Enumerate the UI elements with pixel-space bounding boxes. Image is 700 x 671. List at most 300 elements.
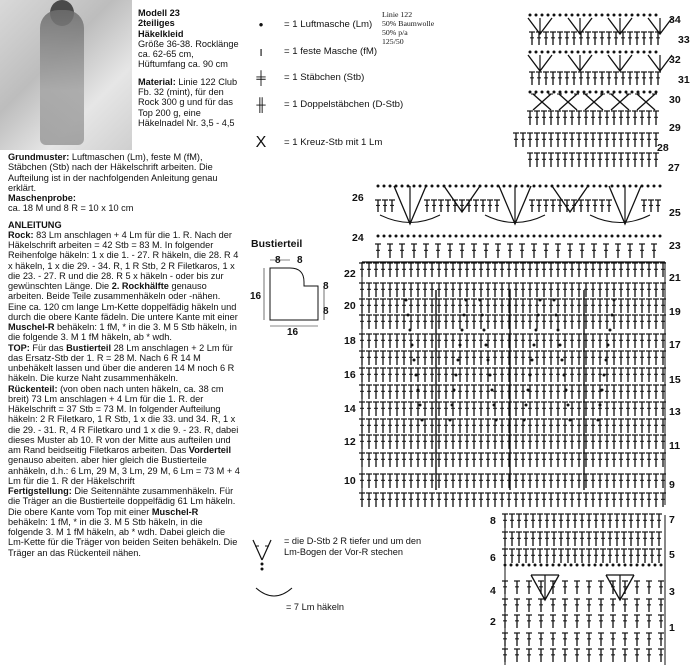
stitch-chain xyxy=(521,185,524,188)
vorder-label: Vorderteil xyxy=(188,445,232,455)
stitch-chain xyxy=(479,235,482,238)
muschel-label: Muschel-R xyxy=(8,322,55,332)
stitch-chain xyxy=(599,235,602,238)
row-number: 32 xyxy=(669,54,681,66)
stitch-chain xyxy=(553,299,556,302)
stitch-chain xyxy=(629,185,632,188)
model-number: Modell 23 xyxy=(138,8,180,18)
stitch-chain xyxy=(413,359,416,362)
stitch-chain xyxy=(516,564,519,567)
row-number: 19 xyxy=(669,306,681,318)
stitch-chain xyxy=(535,14,538,17)
row-number: 33 xyxy=(678,34,690,46)
treble-crochet-icon: ╫ xyxy=(256,97,266,112)
stitch-chain xyxy=(569,419,572,422)
stitch-chain xyxy=(583,14,586,17)
stitch-chain xyxy=(493,404,496,407)
stitch-chain xyxy=(421,419,424,422)
yarn-line2: 50% Baumwolle xyxy=(382,19,435,28)
stitch-chain xyxy=(540,564,543,567)
stitch-chain xyxy=(523,419,526,422)
yarn-line3: 50% p/a xyxy=(382,28,408,37)
legend-text: = 1 Doppelstäbchen (D-Stb) xyxy=(284,99,404,110)
stitch-chain xyxy=(495,419,498,422)
stitch-chain xyxy=(583,91,586,94)
grundmuster-label: Grundmuster: xyxy=(8,152,70,162)
stitch-chain xyxy=(389,235,392,238)
stitch-chain xyxy=(546,564,549,567)
stitch-chain xyxy=(660,564,663,567)
row-number: 23 xyxy=(669,240,681,252)
row-number: 14 xyxy=(344,403,356,415)
stitch-chain xyxy=(601,51,604,54)
stitch-chain xyxy=(601,389,604,392)
stitch-chain xyxy=(531,359,534,362)
stitch-chain xyxy=(459,344,462,347)
stitch-chain xyxy=(613,14,616,17)
stitch-chain xyxy=(515,235,518,238)
stitch-chain xyxy=(603,374,606,377)
stitch-chain xyxy=(649,91,652,94)
stitch-chain xyxy=(587,235,590,238)
stitch-chain xyxy=(630,564,633,567)
stitch-chain xyxy=(437,185,440,188)
stitch-chain xyxy=(606,564,609,567)
dim-left: 16 xyxy=(250,291,262,302)
stitch-chain xyxy=(637,51,640,54)
stitch-chain xyxy=(533,235,536,238)
stitch-chain xyxy=(589,91,592,94)
stitch-chain xyxy=(534,564,537,567)
stitch-chain xyxy=(625,91,628,94)
row-number: 4 xyxy=(490,585,496,597)
stitch-chain xyxy=(653,235,656,238)
stitch-chain xyxy=(643,91,646,94)
stitch-chain xyxy=(539,185,542,188)
stitch-chain xyxy=(509,185,512,188)
stitch-chain xyxy=(559,344,562,347)
stitch-chain xyxy=(625,51,628,54)
stitch-chain xyxy=(417,389,420,392)
maschenprobe-text: ca. 18 M und 8 R = 10 x 10 cm xyxy=(8,203,134,214)
stitch-chain xyxy=(467,185,470,188)
row-number: 16 xyxy=(344,369,356,381)
stitch-chain xyxy=(581,185,584,188)
stitch-chain xyxy=(431,185,434,188)
stitch-chain xyxy=(569,235,572,238)
row-number: 17 xyxy=(669,339,681,351)
stitch-chain xyxy=(407,314,410,317)
row-number: 31 xyxy=(678,74,690,86)
stitch-chain xyxy=(473,185,476,188)
row-number: 8 xyxy=(490,515,496,527)
stitch-chain xyxy=(563,374,566,377)
stitch-chain xyxy=(461,185,464,188)
stitch-chain xyxy=(485,235,488,238)
stitch-chain xyxy=(419,235,422,238)
stitch-chain xyxy=(588,564,591,567)
stitch-chain xyxy=(461,329,464,332)
stitch-chain xyxy=(383,185,386,188)
stitch-chain xyxy=(535,91,538,94)
stitch-chain xyxy=(463,314,466,317)
stitch-chain xyxy=(565,389,568,392)
stitch-chain xyxy=(619,91,622,94)
stitch-chain xyxy=(537,314,540,317)
stitch-chain xyxy=(401,185,404,188)
stitch-chain xyxy=(636,564,639,567)
stitch-chain xyxy=(547,51,550,54)
rock-text3: behäkeln: 1 fM, * in die 3. M 5 Stb häkeln, in die folgende 3. M 1 fM häkeln, ab * wdh. xyxy=(8,322,237,343)
stitch-chain xyxy=(545,185,548,188)
stitch-chain xyxy=(613,51,616,54)
rock-text: 83 Lm anschlagen + 4 Lm für die 1. R. Nach der Häkelschrift arbeiten = 42 Stb = 83 M. In folgender Reihenfolge häkeln: 1 x die 1. - 27. R häkeln, die 28. R 4 x häkeln, 1 x die 29. - 34. R, 1 R Stb, 2 R Filetkaros, 1 x die 23. - 27. R und die 28. R 5 x häkeln - oder bis zur gewünschten Länge. Die xyxy=(8,229,239,291)
stitch-chain xyxy=(555,314,558,317)
stitch-chain xyxy=(593,235,596,238)
stitch-chain xyxy=(529,91,532,94)
stitch-chain xyxy=(419,404,422,407)
row-number: 1 xyxy=(669,622,675,634)
row-number: 9 xyxy=(669,479,675,491)
stitch-chain xyxy=(617,235,620,238)
stitch-chain xyxy=(570,564,573,567)
stitch-chain xyxy=(589,51,592,54)
stitch-fan xyxy=(552,186,588,212)
dim-right2: 8 xyxy=(323,306,329,317)
stitch-chain xyxy=(425,235,428,238)
stitch-chain xyxy=(405,299,408,302)
stitch-chain xyxy=(601,91,604,94)
stitch-chain xyxy=(557,235,560,238)
dim-top: 8 xyxy=(275,255,281,266)
stitch-chain xyxy=(649,51,652,54)
stitch-chain xyxy=(559,51,562,54)
stitch-chain xyxy=(571,51,574,54)
row-number: 11 xyxy=(669,440,681,452)
stitch-chain xyxy=(525,404,528,407)
stitch-chain xyxy=(576,564,579,567)
row-number: 30 xyxy=(669,94,681,106)
stitch-chain xyxy=(655,51,658,54)
stitch-chain xyxy=(395,235,398,238)
row-number: 24 xyxy=(352,232,364,244)
stitch-chain xyxy=(451,404,454,407)
single-crochet-icon: ı xyxy=(259,44,263,59)
stitch-chain xyxy=(552,564,555,567)
row-number: 12 xyxy=(344,436,356,448)
stitch-chain xyxy=(593,185,596,188)
row-number: 28 xyxy=(657,142,669,154)
stitch-chain xyxy=(613,91,616,94)
stitch-chain xyxy=(601,14,604,17)
legend-text: = 1 Luftmasche (Lm) xyxy=(284,19,373,30)
stitch-chain xyxy=(547,14,550,17)
stitch-chain xyxy=(611,235,614,238)
stitch-chain xyxy=(605,185,608,188)
stitch-chain xyxy=(535,51,538,54)
stitch-chain xyxy=(551,235,554,238)
row-number: 13 xyxy=(669,406,681,418)
stitch-chain xyxy=(643,51,646,54)
stitch-chain xyxy=(547,91,550,94)
rock-text2: genauso arbeiten. Beide Teile zusammenhäkeln oder -nähen. Eine ca. 120 cm lange Lm-Kette doppelfädig häkeln und durch die obere Kante fädeln. Die untere Kante mit einer xyxy=(8,281,238,322)
ruecken-text: (von oben nach unten häkeln, ca. 38 cm breit) 73 Lm anschlagen + 4 Lm für die 1. R. der Häkelschrift = 37 Stb = 73 M. In folgender Aufteilung häkeln: 2 R Filetkaro, 1 R Stb, 1 x die 33. und 34. R, 1 x die 29. - 31. R, 4 R Filetkaro und 1 x die 9. - 23. R, dabei dieses Muster ab 10. R von der Mitte aus aufteilen und am Rand beidseitig Filetkaros arbeiten. Das xyxy=(8,383,239,455)
dim-right: 8 xyxy=(323,281,329,292)
row-number: 2 xyxy=(490,616,496,628)
stitch-chain xyxy=(565,14,568,17)
stitch-chain xyxy=(655,14,658,17)
stitch-chain xyxy=(455,185,458,188)
stitch-chain xyxy=(624,564,627,567)
stitch-chain xyxy=(605,235,608,238)
stitch-chain xyxy=(401,235,404,238)
stitch-chain xyxy=(595,51,598,54)
row-number: 27 xyxy=(668,162,680,174)
stitch-chain xyxy=(509,235,512,238)
stitch-chain xyxy=(467,235,470,238)
row-number: 34 xyxy=(669,14,681,26)
fertig-label: Fertigstellung: xyxy=(8,486,72,496)
bustier-title: Bustierteil xyxy=(251,238,303,250)
stitch-chain xyxy=(637,91,640,94)
stitch-chain xyxy=(521,235,524,238)
stitch-chain xyxy=(631,14,634,17)
stitch-chain xyxy=(569,185,572,188)
cross-stitch-icon: X xyxy=(255,134,267,151)
dim-bottom: 16 xyxy=(287,327,299,338)
stitch-chain xyxy=(611,314,614,317)
stitch-chain xyxy=(407,235,410,238)
stitch-chain xyxy=(383,235,386,238)
stitch-chain xyxy=(539,235,542,238)
stitch-chain xyxy=(553,14,556,17)
lm-note: = 7 Lm häkeln xyxy=(286,602,344,612)
top-text: Für das xyxy=(32,342,64,353)
anleitung-heading: ANLEITUNG xyxy=(8,219,62,230)
stitch-chain xyxy=(489,374,492,377)
stitch-chain xyxy=(449,419,452,422)
stitch-chain xyxy=(561,359,564,362)
double-crochet-icon: ╪ xyxy=(256,70,266,85)
top-label: TOP: xyxy=(8,342,30,353)
stitch-chain xyxy=(649,14,652,17)
yarn-line1: Linie 122 xyxy=(382,10,413,19)
stitch-chain xyxy=(529,51,532,54)
stitch-chain xyxy=(541,51,544,54)
rock-label: Rock: xyxy=(8,229,34,240)
stitch-chain xyxy=(648,564,651,567)
stitch-chain xyxy=(437,235,440,238)
stitch-chain xyxy=(659,235,662,238)
stitch-chain xyxy=(411,344,414,347)
stitch-chain xyxy=(449,235,452,238)
stitch-chain xyxy=(637,14,640,17)
stitch-chain xyxy=(485,185,488,188)
stitch-chain xyxy=(631,51,634,54)
stitch-chain xyxy=(545,235,548,238)
ruecken-label: Rückenteil: xyxy=(8,383,58,394)
row-number: 20 xyxy=(344,300,356,312)
stitch-chain xyxy=(600,564,603,567)
stitch-chain xyxy=(465,299,468,302)
stitch-chain xyxy=(510,564,513,567)
sizes-text: Größe 36-38. Rocklänge ca. 62-65 cm, Hüftumfang ca. 90 cm xyxy=(138,38,239,70)
stitch-chain xyxy=(553,51,556,54)
material-text: Linie 122 Club Fb. 32 (mint), für den Rock 300 g und für das Top 200 g, eine Häkelnadel Nr. 3,5 - 4,5 xyxy=(138,76,238,128)
stitch-chain xyxy=(487,359,490,362)
stitch-chain xyxy=(413,185,416,188)
stitch-chain xyxy=(613,299,616,302)
stitch-chain xyxy=(571,91,574,94)
stitch-chain xyxy=(659,185,662,188)
stitch-chain xyxy=(419,185,422,188)
row-number: 3 xyxy=(669,586,675,598)
stitch-chain xyxy=(553,91,556,94)
stitch-chain xyxy=(479,299,482,302)
stitch-chain xyxy=(575,235,578,238)
row-number: 5 xyxy=(669,549,675,561)
stitch-chain xyxy=(581,235,584,238)
stitch-chain xyxy=(575,185,578,188)
dim-top-left: 8 xyxy=(297,255,303,266)
stitch-chain xyxy=(491,235,494,238)
stitch-chain xyxy=(503,235,506,238)
stitch-chain xyxy=(413,235,416,238)
stitch-chain xyxy=(641,235,644,238)
stitch-chain xyxy=(453,389,456,392)
stitch-chain xyxy=(654,564,657,567)
stitch-chain xyxy=(563,185,566,188)
row-number: 6 xyxy=(490,552,496,564)
row-number: 26 xyxy=(352,192,364,204)
stitch-chain xyxy=(527,185,530,188)
stitch-chain xyxy=(595,91,598,94)
stitch-chain xyxy=(605,359,608,362)
stitch-chain xyxy=(541,14,544,17)
stitch-chain xyxy=(589,14,592,17)
stitch-chain xyxy=(539,299,542,302)
stitch-chain xyxy=(377,185,380,188)
stitch-chain xyxy=(449,185,452,188)
stitch-chain xyxy=(607,344,610,347)
legend-text: = 1 Stäbchen (Stb) xyxy=(284,72,365,83)
stitch-chain xyxy=(635,185,638,188)
stitch-chain xyxy=(527,235,530,238)
stitch-chain xyxy=(503,185,506,188)
fertig-text: Die Seitennähte zusammenhäkeln. Für die Träger an die Bustierteile doppelfädig 61 Lm häkeln. Die obere Kante vom Top mit einer xyxy=(8,486,236,517)
stitch-chain xyxy=(635,235,638,238)
stitch-chain xyxy=(563,235,566,238)
stitch-chain xyxy=(528,564,531,567)
stitch-chain xyxy=(643,14,646,17)
stitch-chain xyxy=(455,235,458,238)
stitch-chain xyxy=(409,329,412,332)
stitch-chain xyxy=(623,235,626,238)
stitch-chain xyxy=(577,51,580,54)
stitch-chain xyxy=(619,14,622,17)
stitch-chain xyxy=(558,564,561,567)
stitch-chain xyxy=(527,389,530,392)
stitch-chain xyxy=(564,564,567,567)
row-number: 22 xyxy=(344,268,356,280)
row-number: 10 xyxy=(344,475,356,487)
stitch-chain xyxy=(617,185,620,188)
stitch-chain xyxy=(655,91,658,94)
material-label: Material: xyxy=(138,76,176,87)
fertig-text2: behäkeln: 1 fM, * in die 3. M 5 Stb häkeln, in die folgende 3. M 1 fM häkeln, ab * wdh. Dabei gleich die Lm-Kette für die Träger von beiden Seiten behäkeln. Die Träger an das Rückenteil nähen. xyxy=(8,516,238,558)
stitch-chain xyxy=(612,564,615,567)
stitch-chain xyxy=(609,329,612,332)
stitch-chain xyxy=(595,14,598,17)
stitch-chain xyxy=(457,359,460,362)
row-number: 25 xyxy=(669,207,681,219)
stitch-chain xyxy=(642,564,645,567)
stitch-chain xyxy=(625,14,628,17)
stitch-chain xyxy=(599,185,602,188)
vorder-text: genauso abeiten. aber hier gleich die Bustierteile anhäkeln, d.h.: 6 Lm, 29 M, 3 Lm, 29 M, 6 Lm = 73 M + 4 Lm für die 1. R der Häkelschrift xyxy=(8,455,240,486)
stitch-chain xyxy=(529,374,532,377)
stitch-chain xyxy=(522,564,525,567)
stitch-chain xyxy=(455,374,458,377)
stitch-chain xyxy=(389,185,392,188)
row-number: 18 xyxy=(344,335,356,347)
rock-label2: 2. Rockhälfte xyxy=(111,281,169,291)
stitch-chain xyxy=(607,14,610,17)
stitch-chain xyxy=(597,419,600,422)
stitch-chain xyxy=(491,185,494,188)
dstb-note: = die D-Stb 2 R tiefer und um den Lm-Bogen der Vor-R stechen xyxy=(284,536,422,557)
row-number: 29 xyxy=(669,122,681,134)
stitch-chain xyxy=(565,91,568,94)
stitch-chain xyxy=(599,404,602,407)
legend-text: = 1 Kreuz-Stb mit 1 Lm xyxy=(284,137,383,148)
title-line2: Häkelkleid xyxy=(138,28,184,39)
maschenprobe-label: Maschenprobe: xyxy=(8,193,76,203)
stitch-chain xyxy=(611,185,614,188)
stitch-chain xyxy=(629,235,632,238)
stitch-chain xyxy=(529,14,532,17)
stitch-chain xyxy=(497,235,500,238)
row-number: 7 xyxy=(669,514,675,526)
title-line1: 2teiliges xyxy=(138,18,175,29)
stitch-chain xyxy=(571,14,574,17)
stitch-chain xyxy=(577,91,580,94)
stitch-chain xyxy=(443,235,446,238)
stitch-chain xyxy=(533,185,536,188)
stitch-chain xyxy=(647,235,650,238)
stitch-chain xyxy=(461,235,464,238)
stitch-chain xyxy=(541,91,544,94)
stitch-chain xyxy=(607,51,610,54)
bustier-label: Bustierteil xyxy=(66,342,111,353)
stitch-chain xyxy=(481,314,484,317)
stitch-chain xyxy=(631,91,634,94)
stitch-chain xyxy=(533,344,536,347)
stitch-chain xyxy=(618,564,621,567)
stitch-chain xyxy=(535,329,538,332)
muschel2-label: Muschel-R xyxy=(151,506,199,517)
stitch-chain xyxy=(582,564,585,567)
stitch-chain xyxy=(415,374,418,377)
stitch-chain xyxy=(607,91,610,94)
stitch-chain xyxy=(483,329,486,332)
top-text2: 28 Lm anschlagen + 2 Lm für das Ersatz-Stb der 1. R = 28 M. Nach 6 R 14 M unbehäkelt lassen und über die anderen 14 M noch 6 R häkeln. Die kurze Naht zusammenhäkeln. xyxy=(8,342,235,384)
stitch-chain xyxy=(557,329,560,332)
stitch-chain xyxy=(619,51,622,54)
stitch-chain xyxy=(431,235,434,238)
yarn-line4: 125/50 xyxy=(382,37,404,46)
stitch-chain xyxy=(557,185,560,188)
